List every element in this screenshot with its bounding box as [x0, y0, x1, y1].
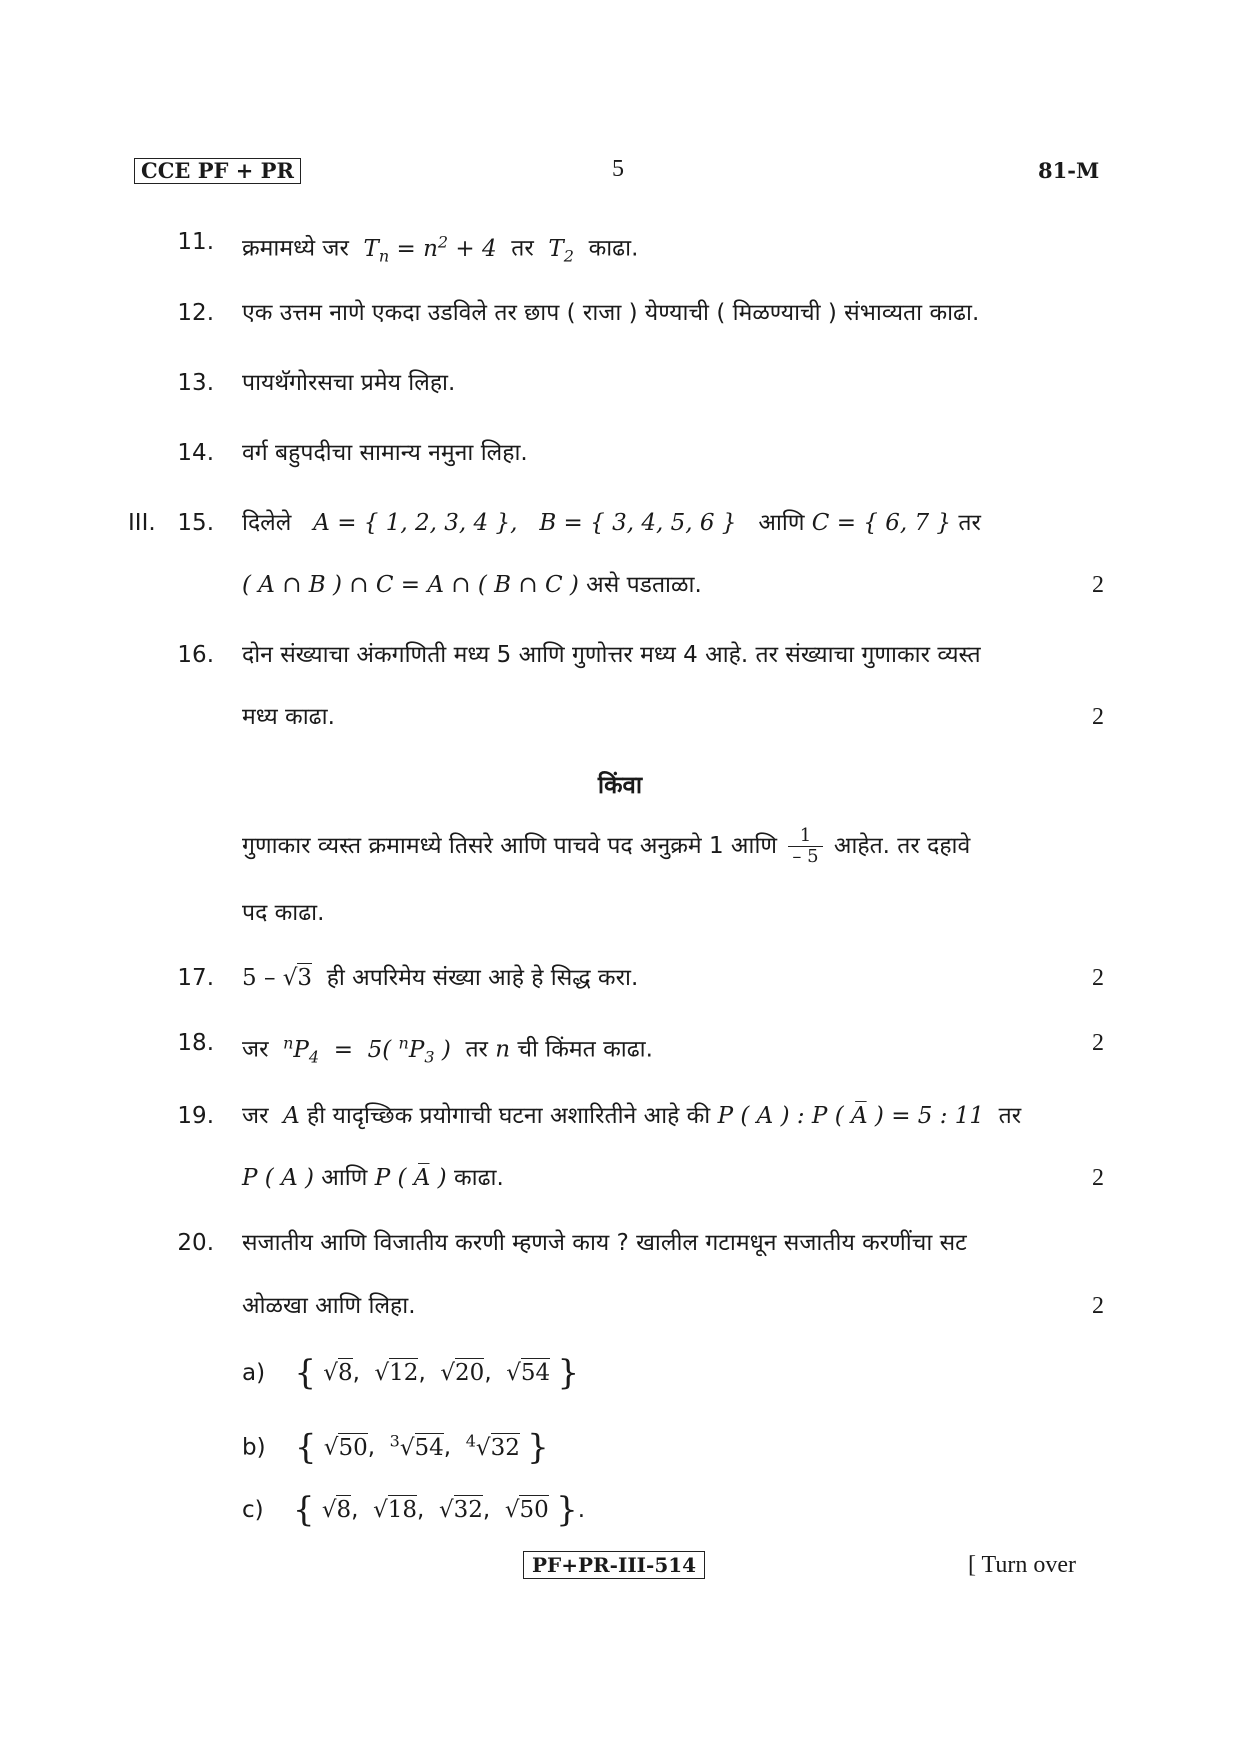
question-text: वर्ग बहुपदीचा सामान्य नमुना लिहा. — [242, 440, 528, 466]
question-number: 15. — [177, 510, 214, 536]
question-text: एक उत्तम नाणे एकदा उडविले तर छाप ( राजा ) येण्याची ( मिळण्याची ) संभाव्यता काढा. — [242, 300, 980, 326]
question-text: दिलेले A = { 1, 2, 3, 4 }, B = { 3, 4, 5, 6 } आणि C = { 6, 7 } तर — [242, 510, 981, 536]
question-text: सजातीय आणि विजातीय करणी म्हणजे काय ? खालील गटामधून सजातीय करणींचा सट — [242, 1230, 967, 1256]
question-text: जर $^nP_4 = 5$( $^nP_3$ ) तर n ची किंमत काढा. — [242, 1033, 653, 1067]
exam-page: CCE PF + PR 5 81-M 11. क्रमामध्ये जर $T_n = n^2 + 4$ तर $T_2$ काढा. 12. एक उत्तम नाणे एकदा उडविले तर छाप ( राजा ) येण्याची ( मिळण्याची ) संभाव्यता काढा. 13. पायथॅगोरसचा प्रमेय लिहा. 14. वर्ग बहुपदीचा सामान्य नमुना लिहा. III. 15. दिलेले A = { 1, 2, 3, 4 }, B = { 3, 4, 5, 6 } आणि C = { 6, 7 } तर ( A ∩ B ) ∩ C = A ∩ ( B ∩ C ) असे पडताळा. 2 16. दोन संख्याचा अंकगणिती मध्य 5 आणि गुणोत्तर मध्य 4 आहे. तर संख्याचा गुणाकार व्यस्त मध्य काढा. 2 किंवा गुणाकार व्यस्त क्रमामध्ये तिसरे आणि पाचवे पद अनुक्रमे 1 आणि $\frac{1}{- 5}$ आहेत. तर दहावे पद काढा. 17. 5 – √3 ही अपरिमेय संख्या आहे हे सिद्ध करा. 2 18. जर $^nP_4 = 5$( $^nP_3$ ) तर n ची किंमत काढा. 2 19. जर A ही यादृच्छिक प्रयोगाची घटना अशारितीने आहे की P ( A ) : P ( A̅ ) = 5 : 11 तर P ( A ) आणि P ( A̅ ) काढा. 2 20. सजातीय आणि विजातीय करणी म्हणजे काय ? खालील गटामधून सजातीय करणींचा सट ओळखा आणि लिहा. 2 a) { √8, √12, √20, √54 } b) { √50, $^3$√54, $^4$√32 } c) { √8, √18, √32, √50 }. PF+PR-III-514 [ Turn over — [0, 0, 1240, 1755]
marks: 2 — [1092, 1293, 1104, 1319]
header-left-box: CCE PF + PR — [134, 158, 301, 184]
marks: 2 — [1092, 572, 1104, 598]
option-label: a) — [242, 1360, 266, 1386]
radicand: 3 — [297, 965, 313, 991]
marks: 2 — [1092, 1165, 1104, 1191]
question-text: जर A ही यादृच्छिक प्रयोगाची घटना अशारितीने आहे की P ( A ) : P ( A̅ ) = 5 : 11 तर — [242, 1103, 1022, 1129]
question-number: 17. — [177, 965, 214, 991]
question-number: 20. — [177, 1230, 214, 1256]
marks: 2 — [1092, 1030, 1104, 1056]
question-text: 5 – √3 ही अपरिमेय संख्या आहे हे सिद्ध करा. — [242, 965, 639, 991]
question-number: 14. — [177, 440, 214, 466]
fraction: $\frac{1}{- 5}$ — [788, 826, 822, 867]
paper-code: 81-M — [1038, 158, 1100, 183]
marks: 2 — [1092, 965, 1104, 991]
question-number: 18. — [177, 1030, 214, 1056]
question-text: दोन संख्याचा अंकगणिती मध्य 5 आणि गुणोत्तर मध्य 4 आहे. तर संख्याचा गुणाकार व्यस्त — [242, 642, 981, 668]
question-number: 16. — [177, 642, 214, 668]
question-text: पायथॅगोरसचा प्रमेय लिहा. — [242, 370, 456, 396]
question-text: क्रमामध्ये जर $T_n = n^2 + 4$ तर $T_2$ काढा. — [242, 232, 639, 266]
option-label: b) — [242, 1434, 266, 1461]
set-identity: ( A ∩ B ) ∩ C = A ∩ ( B ∩ C ) — [242, 572, 579, 598]
question-number: 12. — [177, 300, 214, 326]
turn-over-note: [ Turn over — [968, 1552, 1077, 1578]
question-number: 13. — [177, 370, 214, 396]
marks: 2 — [1092, 704, 1104, 730]
question-number: 11. — [177, 229, 214, 255]
footer-paper-code: PF+PR-III-514 — [523, 1551, 705, 1579]
question-number: 19. — [177, 1103, 214, 1129]
option-label: c) — [242, 1497, 264, 1523]
page-number: 5 — [612, 156, 624, 182]
or-heading: किंवा — [597, 771, 643, 799]
section-label: III. — [128, 510, 156, 536]
